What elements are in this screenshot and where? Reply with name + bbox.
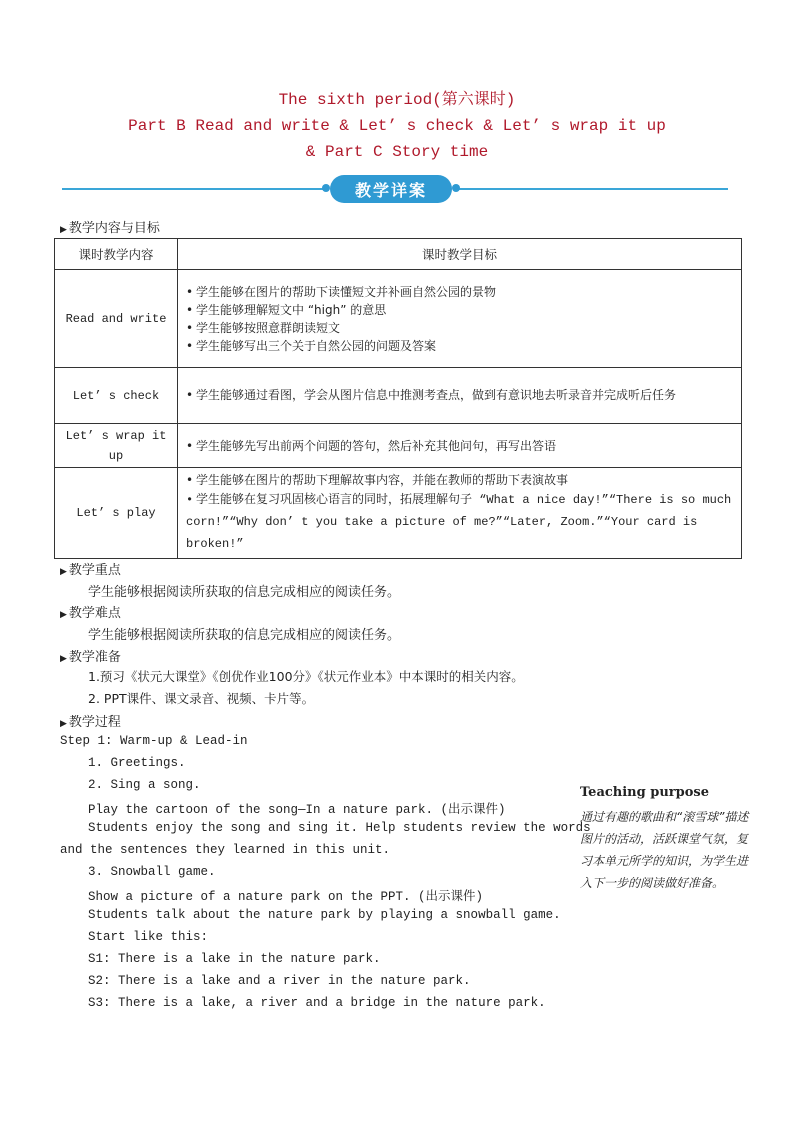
title-line-3: & Part C Story time [305, 143, 489, 161]
goal-item: • 学生能够在图片的帮助下读懂短文并补画自然公园的景物 [186, 284, 497, 299]
process-line: Students enjoy the song and sing it. Help students review the words [88, 821, 591, 835]
table-header-cell: 课时教学目标 [178, 239, 742, 270]
process-body [60, 734, 591, 1024]
goal-item: • 学生能够理解短文中 “high” 的意思 [186, 302, 387, 317]
triangle-bullet-icon: ▶ [60, 654, 67, 664]
process-line: Start like this: [88, 930, 209, 944]
process-line: 1. Greetings. [88, 756, 186, 770]
process-line: 2. Sing a song. [88, 778, 201, 792]
difficulties-text: 学生能够根据阅读所获取的信息完成相应的阅读任务。 [88, 628, 401, 643]
table-header-row [55, 239, 742, 270]
section-heading-process: ▶ 教学过程 [60, 715, 121, 730]
teaching-purpose-title: Teaching purpose [580, 785, 709, 800]
process-line: S3: There is a lake, a river and a bridge in the nature park. [88, 996, 546, 1010]
triangle-bullet-icon: ▶ [60, 225, 67, 235]
triangle-bullet-icon: ▶ [60, 567, 67, 577]
table-cell-content: Let’ s check [55, 368, 178, 424]
process-line: S1: There is a lake in the nature park. [88, 952, 381, 966]
title-line-2: Part B Read and write & Let’ s check & Let’ s wrap it up [128, 117, 666, 135]
key-points-text: 学生能够根据阅读所获取的信息完成相应的阅读任务。 [88, 585, 401, 600]
section-heading-difficulties: ▶ 教学难点 [60, 606, 121, 621]
goal-item: • 学生能够先写出前两个问题的答句，然后补充其他问句，再写出答语 [186, 438, 557, 453]
table-cell-goals [178, 468, 742, 559]
triangle-bullet-icon: ▶ [60, 610, 67, 620]
goal-item: • 学生能够在图片的帮助下理解故事内容，并能在教师的帮助下表演故事 [186, 473, 569, 487]
section-heading-key-points: ▶ 教学重点 [60, 563, 121, 578]
table-cell-goals [178, 270, 742, 368]
preparation-item: 1.预习《状元大课堂》《创优作业100分》《状元作业本》中本课时的相关内容。 [88, 669, 524, 684]
process-line: Play the cartoon of the song—In a nature park. (出示课件) [88, 803, 506, 817]
banner-dot-right [452, 184, 460, 192]
process-line: S2: There is a lake and a river in the nature park. [88, 974, 471, 988]
section-heading-content-goals: ▶ 教学内容与目标 [60, 221, 160, 236]
table-cell-content: Let’ s play [55, 468, 178, 559]
section-heading-preparation: ▶ 教学准备 [60, 650, 121, 665]
goal-item: • 学生能够按照意群朗读短文 [186, 320, 341, 335]
table-cell-goals [178, 424, 742, 468]
goal-item: • 学生能够在复习巩固核心语言的同时，拓展理解句子 “What a nice day!”“There is so much corn!”“Why don’ t you take a picture of me?”“Later, Zoom.”“Your card is broken!” [186, 493, 732, 551]
title-line-1: The sixth period(第六课时) [278, 91, 516, 109]
teaching-purpose-text: 通过有趣的歌曲和“滚雪球”描述图片的活动，活跃课堂气氛，复习本单元所学的知识，为学生进入下一步的阅读做好准备。 [580, 810, 749, 890]
table-row [55, 270, 742, 368]
table-cell-content: Let’ s wrap it up [55, 424, 178, 468]
objectives-table [54, 238, 742, 559]
banner-rule-left [62, 188, 324, 190]
process-line: Show a picture of a nature park on the PPT. (出示课件) [88, 890, 484, 904]
table-row [55, 368, 742, 424]
section-banner: 教学详案 [330, 175, 452, 203]
banner-dot-left [322, 184, 330, 192]
table-header-cell: 课时教学内容 [55, 239, 178, 270]
table-cell-content: Read and write [55, 270, 178, 368]
goal-item: • 学生能够通过看图，学会从图片信息中推测考查点，做到有意识地去听录音并完成听后任务 [186, 388, 677, 402]
process-line: 3. Snowball game. [88, 865, 216, 879]
process-line: and the sentences they learned in this unit. [60, 843, 391, 857]
process-step-title: Step 1: Warm-up & Lead-in [60, 734, 248, 748]
table-row [55, 468, 742, 559]
goal-item: • 学生能够写出三个关于自然公园的问题及答案 [186, 338, 437, 353]
triangle-bullet-icon: ▶ [60, 719, 67, 729]
preparation-item: 2. PPT课件、课文录音、视频、卡片等。 [88, 691, 315, 706]
table-row [55, 424, 742, 468]
table-cell-goals [178, 368, 742, 424]
process-line: Students talk about the nature park by playing a snowball game. [88, 908, 561, 922]
banner-rule-right [458, 188, 728, 190]
